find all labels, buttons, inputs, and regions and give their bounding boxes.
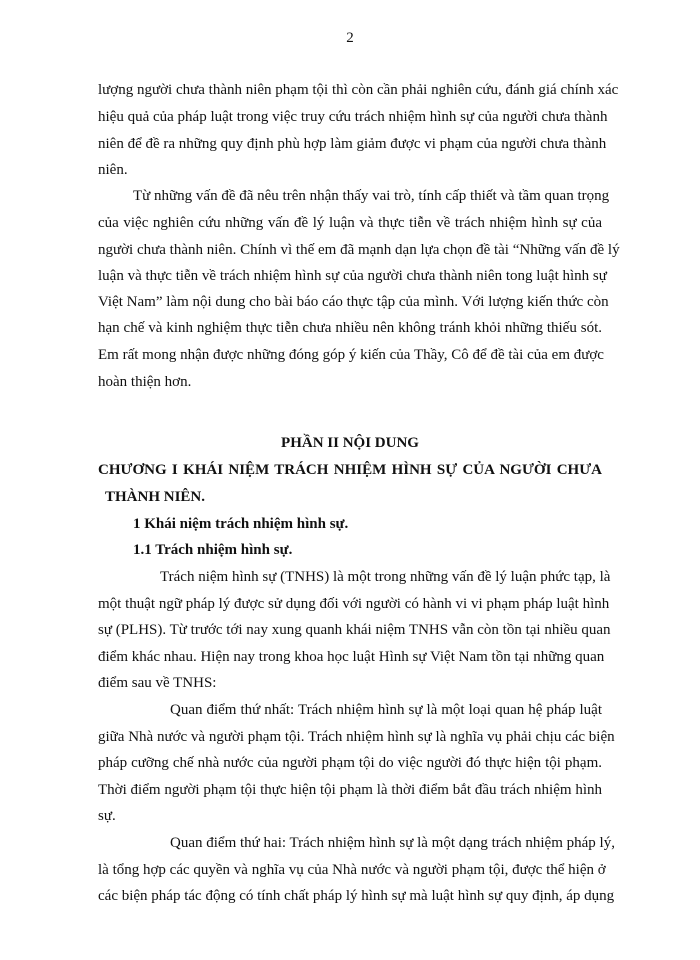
paragraph-line: niên. [98, 162, 128, 178]
paragraph-line: Thời điểm người phạm tội thực hiện tội phạm là thời điểm bắt đầu trách nhiệm hình [98, 782, 602, 798]
paragraph-line: lượng người chưa thành niên phạm tội thì còn cần phải nghiên cứu, đánh giá chính xác [98, 82, 619, 98]
paragraph-line: các biện pháp tác động có tính chất pháp lý hình sự mà luật hình sự quy định, áp dụng [98, 888, 615, 904]
paragraph-line: niên để đề ra những quy định phù hợp làm giảm được vi phạm của người chưa thành [98, 136, 607, 152]
chapter-title-line: CHƯƠNG I KHÁI NIỆM TRÁCH NHIỆM HÌNH SỰ CỦA NGƯỜI CHƯA [98, 462, 602, 478]
section-heading: 1 Khái niệm trách nhiệm hình sự. [133, 516, 349, 532]
paragraph-line: sự (PLHS). Từ trước tới nay xung quanh khái niệm TNHS vẫn còn tồn tại nhiều quan [98, 622, 611, 638]
paragraph-line: Em rất mong nhận được những đóng góp ý kiến của Thầy, Cô để đề tài của em được [98, 347, 604, 363]
paragraph-line: giữa Nhà nước và người phạm tội. Trách nhiệm hình sự là nghĩa vụ phải chịu các biện [98, 729, 615, 745]
paragraph-line: là tổng hợp các quyền và nghĩa vụ của Nhà nước và người phạm tội, được thể hiện ở [98, 862, 606, 878]
paragraph-line: điểm khác nhau. Hiện nay trong khoa học luật Hình sự Việt Nam tồn tại những quan [98, 649, 605, 665]
paragraph-line: Quan điểm thứ nhất: Trách nhiệm hình sự là một loại quan hệ pháp luật [170, 702, 602, 718]
paragraph-line: sự. [98, 808, 116, 824]
paragraph-line: một thuật ngữ pháp lý được sử dụng đối với người có hành vi vi phạm pháp luật hình [98, 596, 610, 612]
paragraph-line: điểm sau về TNHS: [98, 675, 217, 691]
paragraph-line: hoàn thiện hơn. [98, 374, 192, 390]
paragraph-line: Việt Nam” làm nội dung cho bài báo cáo thực tập của mình. Với lượng kiến thức còn [98, 294, 609, 310]
paragraph-line: Quan điểm thứ hai: Trách nhiệm hình sự là một dạng trách nhiệm pháp lý, [170, 835, 615, 851]
part-title: PHẦN II NỘI DUNG [281, 435, 419, 451]
paragraph-line: Từ những vấn đề đã nêu trên nhận thấy vai trò, tính cấp thiết và tầm quan trọng [133, 188, 610, 204]
page-number: 2 [346, 30, 354, 46]
paragraph-line: hạn chế và kinh nghiệm thực tiễn chưa nhiều nên không tránh khỏi những thiếu sót. [98, 320, 602, 336]
paragraph-line: Trách niệm hình sự (TNHS) là một trong những vấn đề lý luận phức tạp, là [160, 569, 611, 585]
paragraph-line: hiệu quả của pháp luật trong việc truy cứu trách nhiệm hình sự của người chưa thành [98, 109, 608, 125]
paragraph-line: người chưa thành niên. Chính vì thế em đã mạnh dạn lựa chọn đề tài “Những vấn đề lý [98, 242, 620, 258]
paragraph-line: pháp cưỡng chế nhà nước của người phạm tội do việc người đó thực hiện tội phạm. [98, 755, 602, 771]
paragraph-line: luận và thực tiễn về trách nhiệm hình sự của người chưa thành niên tong luật hình sự [98, 268, 607, 284]
paragraph-line: của việc nghiên cứu những vấn đề lý luận và thực tiễn về trách nhiệm hình sự của [98, 215, 602, 231]
chapter-title-line: THÀNH NIÊN. [105, 489, 206, 505]
subsection-heading: 1.1 Trách nhiệm hình sự. [133, 542, 293, 558]
